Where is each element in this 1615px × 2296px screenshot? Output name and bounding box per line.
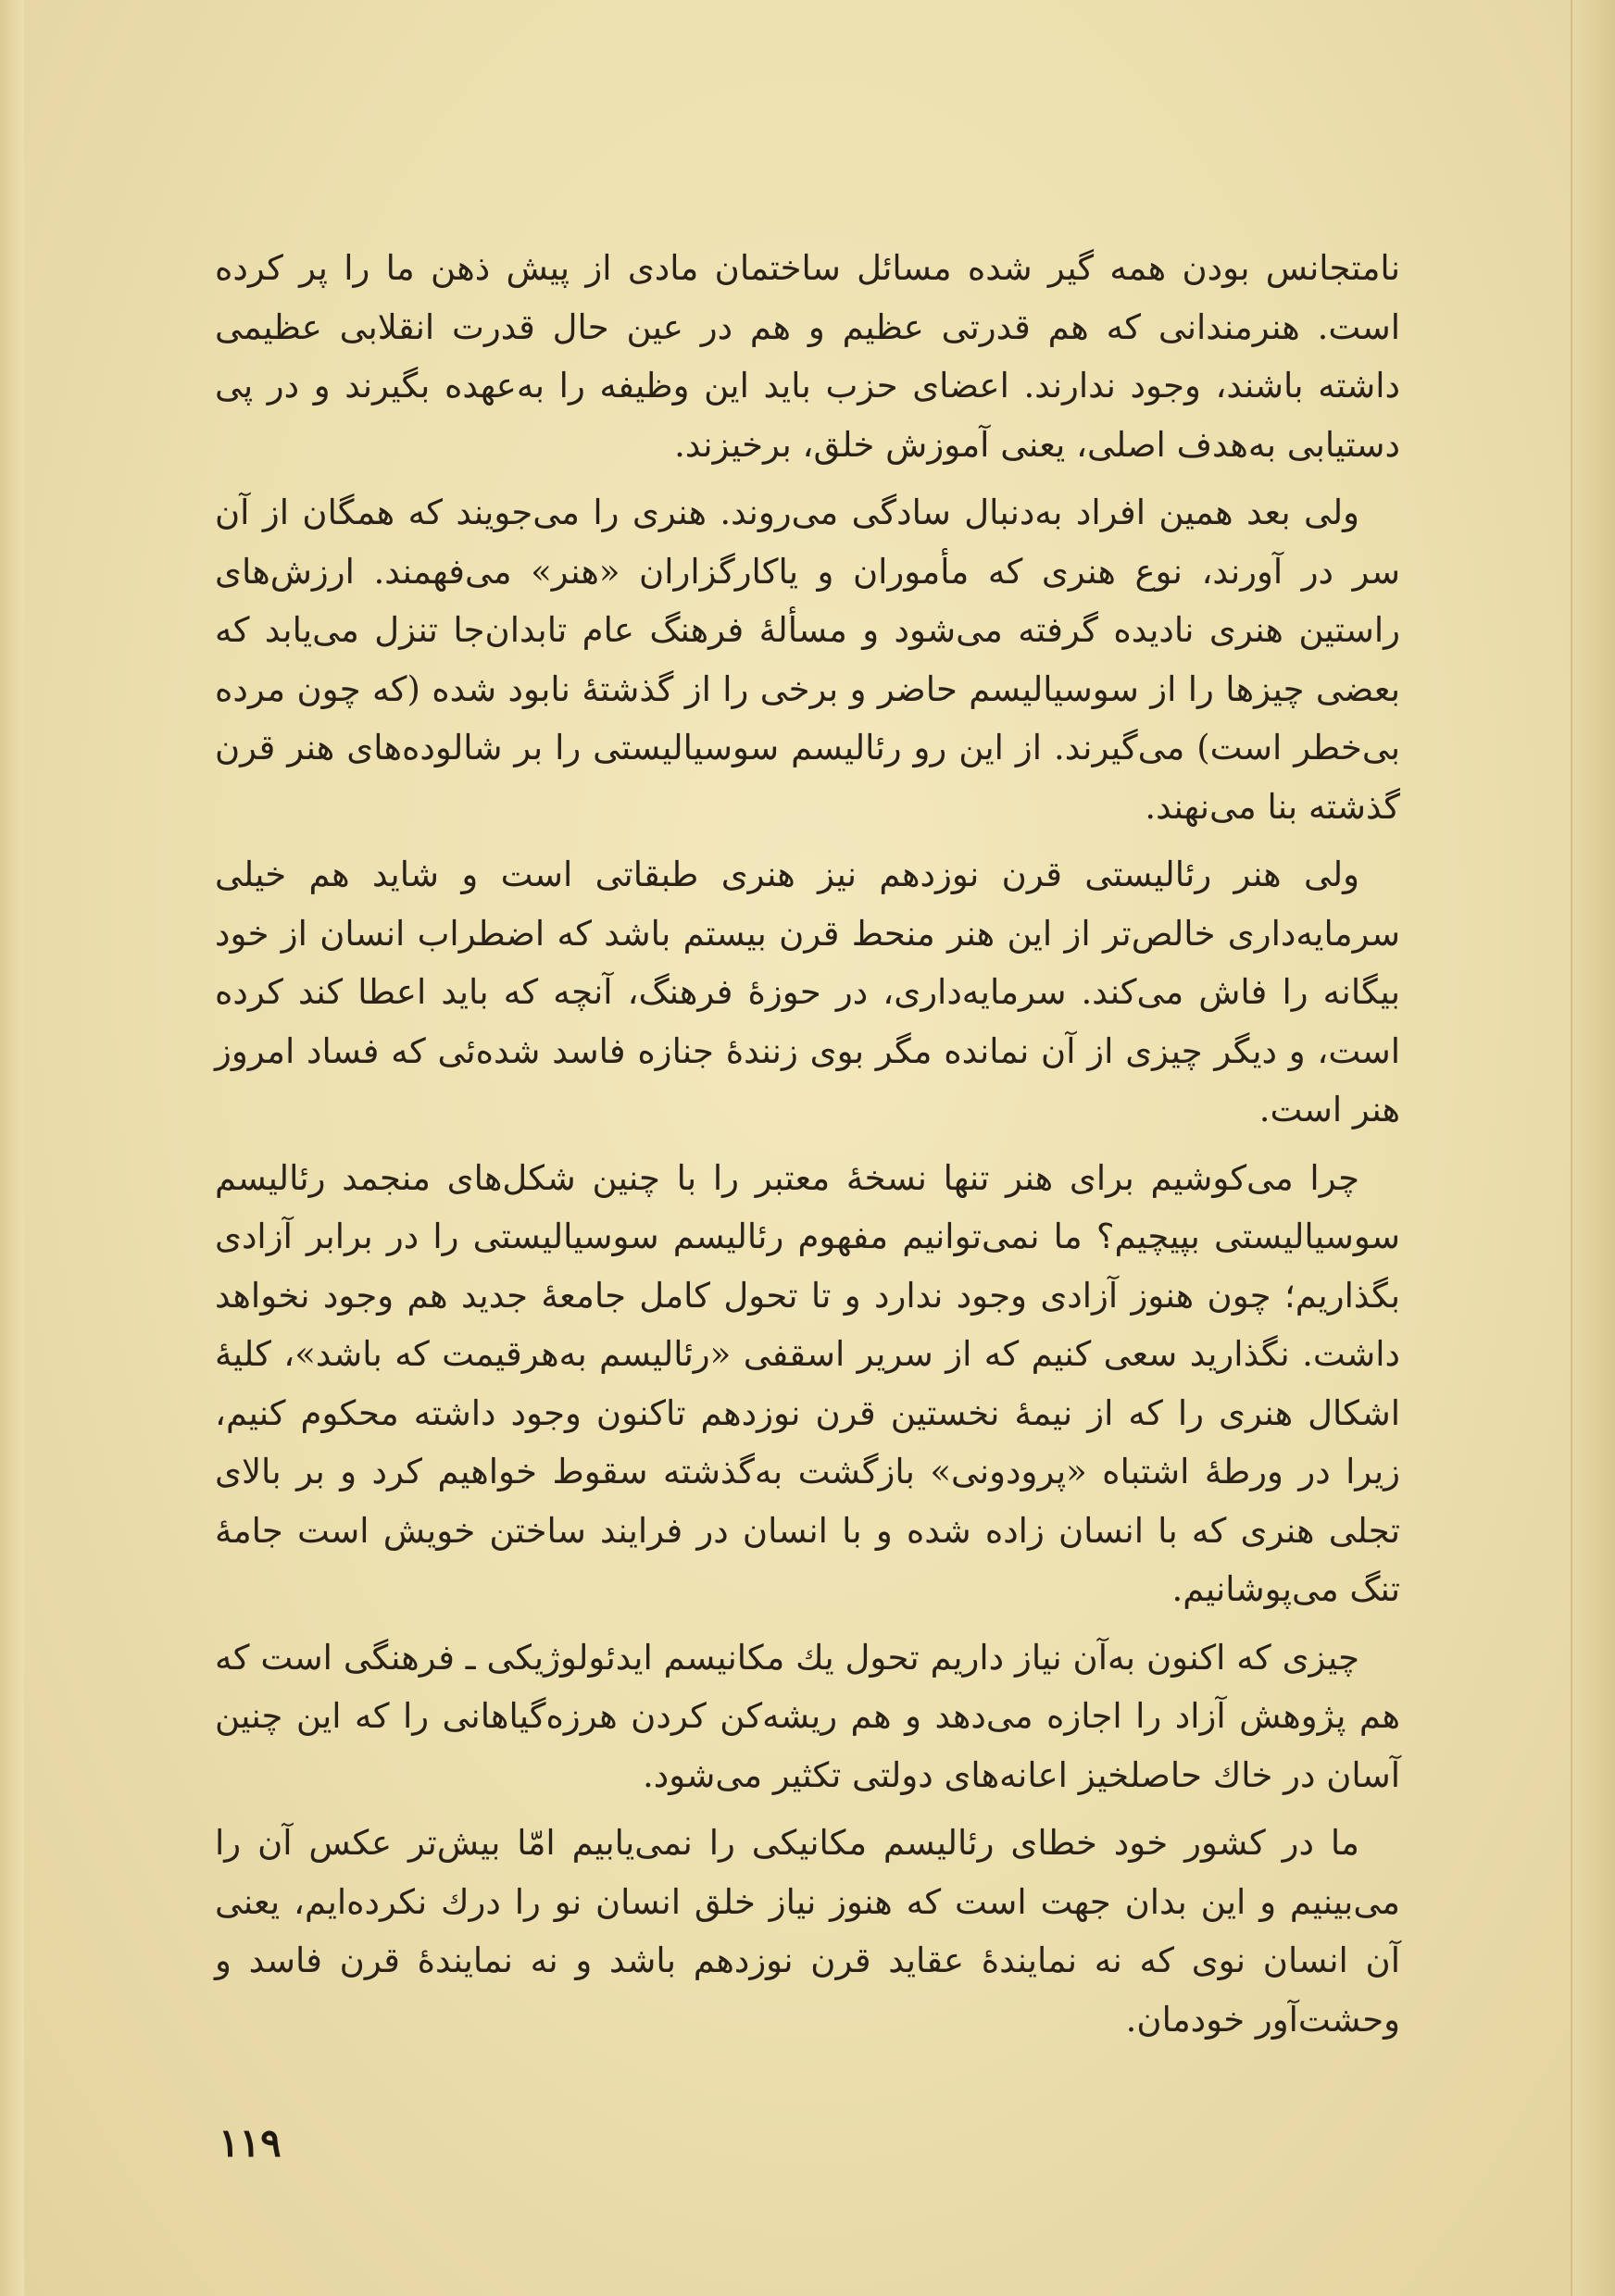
paragraph-2: ولی بعد همین افراد به‌دنبال سادگی می‌روند. هنری را می‌جویند که همگان از آن سر در آورند، نوع هنری که مأموران و یاکارگزاران «هنر» می‌فهمند. ارزش‌های راستین هنری نادیده گرفته می‌شود و مسألهٔ فرهنگ عام تابدان‌جا تنزل می‌یابد که بعضی چیزها را از سوسیالیسم حاضر و برخی را از گذشتهٔ نابود شده (که چون مرده بی‌خطر است) می‌گیرند. از این رو رئالیسم سوسیالیستی را بر شالوده‌های هنر قرن گذشته بنا می‌نهند. bbox=[215, 493, 1400, 827]
paragraph-3: ولی هنر رئالیستی قرن نوزدهم نیز هنری طبقاتی است و شاید هم خیلی سرمایه‌داری خالص‌تر از این هنر منحط قرن بیستم باشد که اضطراب انسان از خود بیگانه را فاش می‌کند. سرمایه‌داری، در حوزهٔ فرهنگ، آنچه که باید اعطا کند کرده است، و دیگر چیزی از آن نمانده مگر بوی زنندهٔ جنازه فاسد شده‌ئی که فساد امروز هنر است. bbox=[215, 855, 1400, 1129]
page-edge-left bbox=[0, 0, 24, 2296]
body-text bbox=[215, 239, 1400, 2058]
paragraph-1: نامتجانس بودن همه گیر شده مسائل ساختمان مادی از پیش ذهن ما را پر کرده است. هنرمندانی که هم قدرتی عظیم و هم در عین حال قدرت انقلابی عظیمی داشته باشند، وجود ندارند. اعضای حزب باید این وظیفه را به‌عهده بگیرند و در پی دستیابی به‌هدف اصلی، یعنی آموزش خلق، برخیزند. bbox=[215, 248, 1400, 465]
page-edge-right bbox=[1571, 0, 1615, 2296]
paragraph-5: چیزی که اکنون به‌آن نیاز داریم تحول یك مکانیسم ایدئولوژیکی ـ فرهنگی است که هم پژوهش آزاد را اجازه می‌دهد و هم ریشه‌کن کردن هرزه‌گیاهانی را که این چنین آسان در خاك حاصلخیز اعانه‌های دولتی تکثیر می‌شود. bbox=[215, 1637, 1400, 1795]
page-number: ١١٩ bbox=[219, 2120, 282, 2165]
paragraph-6: ما در کشور خود خطای رئالیسم مکانیکی را نمی‌یابیم امّا بیش‌تر عکس آن را می‌بینیم و این بدان جهت است که هنوز نیاز خلق انسان نو را درك نکرده‌ایم، یعنی آن انسان نوی که نه نمایندهٔ عقاید قرن نوزدهم باشد و نه نمایندهٔ قرن فاسد و وحشت‌آور خودمان. bbox=[215, 1823, 1400, 2040]
paragraph-4: چرا می‌کوشیم برای هنر تنها نسخهٔ معتبر را با چنین شکل‌های منجمد رئالیسم سوسیالیستی بپیچیم؟ ما نمی‌توانیم مفهوم رئالیسم سوسیالیستی را در برابر آزادی بگذاریم؛ چون هنوز آزادی وجود ندارد و تا تحول کامل جامعهٔ جدید هم وجود نخواهد داشت. نگذارید سعی کنیم که از سریر اسقفی «رئالیسم به‌هرقیمت که باشد»، کلیهٔ اشکال هنری را که از نیمهٔ نخستین قرن نوزدهم تاکنون وجود داشته محکوم کنیم، زیرا در ورطهٔ اشتباه «پرودونی» بازگشت به‌گذشته سقوط خواهیم کرد و بر بالای تجلی هنری که با انسان زاده شده و با انسان در فرایند ساختن خویش است جامهٔ تنگ می‌پوشانیم. bbox=[215, 1157, 1400, 1609]
